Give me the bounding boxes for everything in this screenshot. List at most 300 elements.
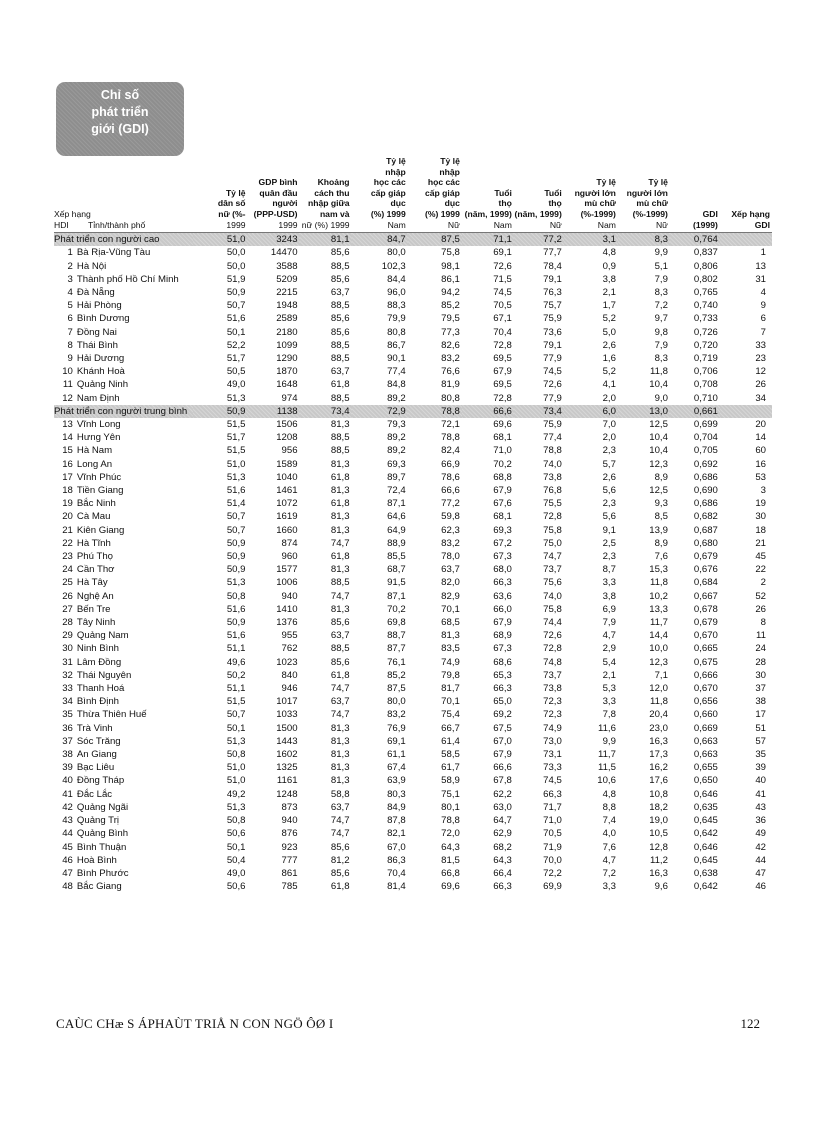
cell-value: 0,638 bbox=[693, 867, 718, 879]
gdp-header-line: người bbox=[272, 198, 298, 209]
cell-value: 75,9 bbox=[543, 313, 562, 325]
cell-value: 71,0 bbox=[543, 815, 562, 827]
gdi-rank: 49 bbox=[755, 828, 766, 840]
hdi-rank: 24 bbox=[62, 564, 73, 576]
cell-value: 69,9 bbox=[543, 881, 562, 893]
cell-value: 81,5 bbox=[441, 854, 460, 866]
cell-value: 7,0 bbox=[602, 419, 616, 430]
cell-value: 73,7 bbox=[543, 669, 562, 681]
cell-value: 87,8 bbox=[387, 815, 406, 827]
enrol-female-header-line: dục bbox=[444, 198, 460, 209]
life-female-header-line: Nữ bbox=[549, 219, 562, 230]
cell-value: 76,3 bbox=[543, 286, 562, 298]
cell-value: 0,663 bbox=[693, 749, 718, 761]
cell-value: 8,3 bbox=[654, 286, 668, 298]
province-name: Hoà Bình bbox=[76, 854, 117, 866]
gdi-title-badge bbox=[56, 82, 184, 156]
cell-value: 50,7 bbox=[226, 300, 246, 312]
cell-value: 83,5 bbox=[441, 643, 460, 655]
cell-value: 78,8 bbox=[441, 815, 460, 827]
cell-value: 80,1 bbox=[441, 801, 460, 813]
gdi-rank: 28 bbox=[755, 656, 766, 668]
cell-value: 66,6 bbox=[493, 762, 512, 774]
cell-value: 70,1 bbox=[441, 696, 460, 708]
hdi-rank: 16 bbox=[62, 458, 73, 470]
gdi-rank: 36 bbox=[755, 815, 766, 827]
cell-value: 0,9 bbox=[602, 260, 616, 272]
gdi-rank: 16 bbox=[755, 458, 766, 470]
group-value: 50,9 bbox=[193, 405, 247, 418]
cell-value: 1006 bbox=[276, 577, 298, 589]
cell-value: 50,6 bbox=[226, 881, 246, 893]
gdi-rank: 57 bbox=[755, 735, 766, 747]
gdi-rank: 7 bbox=[760, 326, 766, 338]
cell-value: 71,7 bbox=[543, 801, 562, 813]
hdi-rank: 22 bbox=[62, 537, 73, 549]
cell-value: 64,6 bbox=[387, 511, 406, 523]
cell-value: 8,9 bbox=[654, 471, 668, 483]
cell-value: 19,0 bbox=[649, 815, 668, 827]
province-name: Trà Vinh bbox=[76, 722, 113, 734]
cell-value: 23,0 bbox=[649, 722, 668, 734]
gdp-header bbox=[248, 156, 300, 233]
hdi-rank: 33 bbox=[62, 683, 73, 695]
group-value: 84,7 bbox=[352, 233, 408, 247]
cell-value: 74,9 bbox=[543, 722, 562, 734]
gdi-rank: 30 bbox=[755, 669, 766, 681]
table-row bbox=[54, 629, 772, 642]
province-name: Hà Nội bbox=[76, 260, 107, 272]
cell-value: 9,8 bbox=[654, 326, 668, 338]
cell-value: 0,665 bbox=[693, 643, 718, 655]
cell-value: 1,6 bbox=[602, 352, 616, 364]
cell-value: 88,9 bbox=[387, 537, 406, 549]
table-row bbox=[54, 735, 772, 748]
cell-value: 49,0 bbox=[226, 379, 246, 391]
gdi-rank: 33 bbox=[755, 339, 766, 351]
cell-value: 77,4 bbox=[387, 366, 406, 378]
province-name: Hà Tây bbox=[76, 577, 108, 589]
cell-value: 81,9 bbox=[441, 379, 460, 391]
cell-value: 5,3 bbox=[602, 683, 616, 695]
cell-value: 88,5 bbox=[330, 339, 350, 351]
cell-value: 68,1 bbox=[493, 511, 512, 523]
cell-value: 87,7 bbox=[387, 643, 406, 655]
badge-line: phát triển bbox=[91, 105, 149, 119]
hdi-rank: 26 bbox=[62, 590, 73, 602]
cell-value: 67,9 bbox=[493, 749, 512, 761]
cell-value: 74,8 bbox=[543, 656, 562, 668]
province-name: Tiền Giang bbox=[76, 485, 124, 497]
cell-value: 61,8 bbox=[330, 669, 350, 681]
cell-value: 74,7 bbox=[330, 590, 350, 602]
cell-value: 9,3 bbox=[654, 498, 668, 510]
cell-value: 974 bbox=[281, 392, 298, 404]
cell-value: 8,7 bbox=[602, 564, 616, 576]
cell-value: 3588 bbox=[276, 260, 298, 272]
cell-value: 51,6 bbox=[226, 630, 246, 642]
cell-value: 13,9 bbox=[649, 524, 668, 536]
cell-value: 85,6 bbox=[330, 617, 350, 629]
cell-value: 50,9 bbox=[226, 286, 246, 298]
cell-value: 65,0 bbox=[493, 696, 512, 708]
cell-value: 9,7 bbox=[654, 313, 668, 325]
hdi-rank: 7 bbox=[67, 326, 73, 338]
cell-value: 13,3 bbox=[649, 603, 668, 615]
cell-value: 0,635 bbox=[693, 801, 718, 813]
table-row bbox=[54, 471, 772, 484]
gdi-rank: 40 bbox=[755, 775, 766, 787]
province-name: Hà Nam bbox=[76, 445, 113, 457]
cell-value: 88,5 bbox=[330, 300, 350, 312]
hdi-rank: 20 bbox=[62, 511, 73, 523]
female-pop-header bbox=[193, 156, 247, 233]
province-name: Thừa Thiên Huế bbox=[76, 709, 147, 721]
cell-value: 4,1 bbox=[602, 379, 616, 391]
cell-value: 49,2 bbox=[226, 788, 246, 800]
illit-male-header-line: (%-1999) bbox=[580, 208, 616, 219]
cell-value: 89,2 bbox=[387, 392, 406, 404]
gdi-rank: 17 bbox=[755, 709, 766, 721]
cell-value: 5,7 bbox=[602, 458, 616, 470]
cell-value: 77,9 bbox=[543, 352, 562, 364]
group-rank-empty bbox=[720, 233, 772, 247]
table-row bbox=[54, 642, 772, 655]
cell-value: 7,4 bbox=[602, 815, 616, 827]
province-name: Ninh Bình bbox=[76, 643, 120, 655]
cell-value: 87,1 bbox=[387, 590, 406, 602]
cell-value: 59,8 bbox=[441, 511, 460, 523]
cell-value: 72,8 bbox=[493, 339, 512, 351]
hdi-rank: 43 bbox=[62, 815, 73, 827]
cell-value: 80,0 bbox=[387, 247, 406, 259]
cell-value: 4,8 bbox=[602, 247, 616, 259]
cell-value: 74,9 bbox=[441, 656, 460, 668]
cell-value: 2,9 bbox=[602, 643, 616, 655]
hdi-header: HDI bbox=[54, 219, 69, 230]
group-value: 0,661 bbox=[670, 405, 720, 418]
cell-value: 0,669 bbox=[693, 722, 718, 734]
cell-value: 73,0 bbox=[543, 735, 562, 747]
table-row bbox=[54, 458, 772, 471]
cell-value: 873 bbox=[281, 801, 298, 813]
cell-value: 67,2 bbox=[493, 537, 512, 549]
cell-value: 1017 bbox=[276, 696, 298, 708]
table-row bbox=[54, 537, 772, 550]
cell-value: 2,6 bbox=[602, 471, 616, 483]
cell-value: 73,3 bbox=[543, 762, 562, 774]
cell-value: 7,9 bbox=[602, 617, 616, 629]
gdi-rank: 3 bbox=[760, 485, 766, 497]
cell-value: 61,8 bbox=[330, 471, 350, 483]
cell-value: 10,4 bbox=[649, 445, 668, 457]
cell-value: 16,2 bbox=[649, 762, 668, 774]
table-row bbox=[54, 695, 772, 708]
cell-value: 85,6 bbox=[330, 326, 350, 338]
cell-value: 0,684 bbox=[693, 577, 718, 589]
cell-value: 81,3 bbox=[330, 564, 350, 576]
cell-value: 50,1 bbox=[226, 326, 246, 338]
cell-value: 3,3 bbox=[602, 696, 616, 708]
cell-value: 77,7 bbox=[543, 247, 562, 259]
cell-value: 64,9 bbox=[387, 524, 406, 536]
cell-value: 7,1 bbox=[654, 669, 668, 681]
cell-value: 72,6 bbox=[543, 630, 562, 642]
cell-value: 61,4 bbox=[441, 735, 460, 747]
cell-value: 74,4 bbox=[543, 617, 562, 629]
cell-value: 50,9 bbox=[226, 551, 246, 563]
hdi-rank: 28 bbox=[62, 617, 73, 629]
cell-value: 11,5 bbox=[597, 762, 616, 774]
hdi-rank: 27 bbox=[62, 603, 73, 615]
cell-value: 76,8 bbox=[543, 485, 562, 497]
cell-value: 11,7 bbox=[649, 617, 668, 629]
province-name: Vĩnh Phúc bbox=[76, 471, 122, 483]
cell-value: 1033 bbox=[276, 709, 298, 721]
province-name: Quảng Nam bbox=[76, 630, 129, 642]
enrol-female-header-line: cấp giáp bbox=[424, 187, 460, 198]
hdi-rank: 3 bbox=[67, 273, 73, 285]
cell-value: 78,6 bbox=[441, 471, 460, 483]
badge-line: giới (GDI) bbox=[91, 122, 149, 136]
cell-value: 71,5 bbox=[493, 273, 512, 285]
cell-value: 81,3 bbox=[441, 630, 460, 642]
cell-value: 51,6 bbox=[226, 313, 246, 325]
cell-value: 51,1 bbox=[226, 643, 246, 655]
hdi-rank: 23 bbox=[62, 551, 73, 563]
hdi-rank: 32 bbox=[62, 669, 73, 681]
gdi-rank-header-line: GDI bbox=[754, 219, 770, 230]
table-row bbox=[54, 576, 772, 589]
illit-male-header-line: Nam bbox=[597, 219, 616, 230]
cell-value: 17,3 bbox=[649, 749, 668, 761]
cell-value: 86,7 bbox=[387, 339, 406, 351]
cell-value: 66,3 bbox=[543, 788, 562, 800]
cell-value: 1443 bbox=[276, 735, 298, 747]
gdi-rank: 11 bbox=[756, 630, 766, 642]
cell-value: 67,0 bbox=[493, 735, 512, 747]
cell-value: 12,8 bbox=[649, 841, 668, 853]
cell-value: 77,4 bbox=[543, 432, 562, 444]
cell-value: 2,1 bbox=[602, 286, 616, 298]
income-gap-header-line: nam và bbox=[319, 208, 350, 219]
cell-value: 81,3 bbox=[330, 749, 350, 761]
cell-value: 72,3 bbox=[543, 696, 562, 708]
cell-value: 1660 bbox=[276, 524, 298, 536]
group-value: 6,0 bbox=[564, 405, 618, 418]
table-body bbox=[54, 233, 772, 894]
cell-value: 82,1 bbox=[387, 828, 406, 840]
group-value: 78,8 bbox=[408, 405, 462, 418]
illit-female-header bbox=[618, 156, 670, 233]
gdi-rank: 53 bbox=[755, 471, 766, 483]
cell-value: 85,6 bbox=[330, 313, 350, 325]
table-row bbox=[54, 563, 772, 576]
cell-value: 11,8 bbox=[649, 577, 668, 589]
hdi-rank: 9 bbox=[67, 352, 73, 364]
cell-value: 68,9 bbox=[493, 630, 512, 642]
hdi-rank: 39 bbox=[62, 762, 73, 774]
cell-value: 68,5 bbox=[441, 617, 460, 629]
cell-value: 74,0 bbox=[543, 590, 562, 602]
gdi-header-line: GDI bbox=[702, 208, 718, 219]
cell-value: 75,5 bbox=[543, 498, 562, 510]
table-row bbox=[54, 352, 772, 365]
cell-value: 75,8 bbox=[441, 247, 460, 259]
cell-value: 50,1 bbox=[226, 722, 246, 734]
cell-value: 63,7 bbox=[330, 801, 350, 813]
cell-value: 76,6 bbox=[441, 366, 460, 378]
cell-value: 70,5 bbox=[493, 300, 512, 312]
gdi-rank: 52 bbox=[755, 590, 766, 602]
cell-value: 0,650 bbox=[693, 775, 718, 787]
cell-value: 74,7 bbox=[543, 551, 562, 563]
cell-value: 63,7 bbox=[330, 286, 350, 298]
cell-value: 0,645 bbox=[693, 815, 718, 827]
cell-value: 74,7 bbox=[330, 815, 350, 827]
table-row bbox=[54, 814, 772, 827]
cell-value: 51,5 bbox=[226, 419, 246, 430]
cell-value: 3,8 bbox=[602, 590, 616, 602]
cell-value: 17,6 bbox=[649, 775, 668, 787]
hdi-rank: 4 bbox=[67, 286, 73, 298]
cell-value: 2589 bbox=[276, 313, 298, 325]
province-name: Sóc Trăng bbox=[76, 735, 121, 747]
cell-value: 51,3 bbox=[226, 577, 246, 589]
cell-value: 960 bbox=[281, 551, 298, 563]
cell-value: 51,6 bbox=[226, 485, 246, 497]
table-row bbox=[54, 722, 772, 735]
table-row bbox=[54, 299, 772, 312]
cell-value: 6,9 bbox=[602, 603, 616, 615]
cell-value: 2215 bbox=[276, 286, 298, 298]
cell-value: 1648 bbox=[276, 379, 298, 391]
cell-value: 0,666 bbox=[693, 669, 718, 681]
income-gap-header bbox=[300, 156, 352, 233]
cell-value: 64,3 bbox=[441, 841, 460, 853]
province-name: Đắc Lắc bbox=[76, 788, 113, 800]
cell-value: 73,7 bbox=[543, 564, 562, 576]
cell-value: 1023 bbox=[276, 656, 298, 668]
enrol-male-header-line: Nam bbox=[387, 219, 406, 230]
group-value: 3,1 bbox=[564, 233, 618, 247]
province-name: Cần Thơ bbox=[76, 564, 115, 576]
cell-value: 67,0 bbox=[387, 841, 406, 853]
province-name: Phú Thọ bbox=[76, 551, 113, 563]
table-row bbox=[54, 841, 772, 854]
page-number: 122 bbox=[740, 1016, 760, 1031]
cell-value: 69,5 bbox=[493, 379, 512, 391]
province-name: Nam Định bbox=[76, 392, 120, 404]
cell-value: 81,3 bbox=[330, 603, 350, 615]
province-name: Hải Dương bbox=[76, 352, 125, 364]
cell-value: 1948 bbox=[276, 300, 298, 312]
cell-value: 72,1 bbox=[441, 419, 460, 430]
gdi-rank: 30 bbox=[755, 511, 766, 523]
hdi-rank: 17 bbox=[62, 471, 73, 483]
cell-value: 15,3 bbox=[649, 564, 668, 576]
table-row bbox=[54, 418, 772, 431]
illit-male-header bbox=[564, 156, 618, 233]
cell-value: 923 bbox=[281, 841, 298, 853]
cell-value: 85,6 bbox=[330, 656, 350, 668]
cell-value: 81,3 bbox=[330, 775, 350, 787]
cell-value: 87,5 bbox=[387, 683, 406, 695]
cell-value: 67,4 bbox=[387, 762, 406, 774]
group-value: 66,6 bbox=[462, 405, 514, 418]
cell-value: 0,679 bbox=[693, 551, 718, 563]
illit-female-header-line: người lớn bbox=[626, 187, 668, 198]
gdi-rank: 47 bbox=[755, 867, 766, 879]
footer-title: CAÙC CHæ S ÁPHAÙT TRIÅ N CON NGÖ ÔØ I bbox=[56, 1016, 334, 1031]
hdi-rank: 36 bbox=[62, 722, 73, 734]
cell-value: 50,4 bbox=[226, 854, 246, 866]
group-value: 71,1 bbox=[462, 233, 514, 247]
cell-value: 63,6 bbox=[493, 590, 512, 602]
cell-value: 63,7 bbox=[330, 696, 350, 708]
cell-value: 51,3 bbox=[226, 392, 246, 404]
cell-value: 86,3 bbox=[387, 854, 406, 866]
cell-value: 70,2 bbox=[387, 603, 406, 615]
cell-value: 10,2 bbox=[649, 590, 668, 602]
cell-value: 74,7 bbox=[330, 537, 350, 549]
cell-value: 0,708 bbox=[693, 379, 718, 391]
cell-value: 9,6 bbox=[654, 881, 668, 893]
cell-value: 9,9 bbox=[602, 735, 616, 747]
group-value: 81,1 bbox=[300, 233, 352, 247]
table-row bbox=[54, 444, 772, 457]
table-row bbox=[54, 708, 772, 721]
cell-value: 81,3 bbox=[330, 524, 350, 536]
cell-value: 50,7 bbox=[226, 524, 246, 536]
cell-value: 66,3 bbox=[493, 577, 512, 589]
cell-value: 66,3 bbox=[493, 881, 512, 893]
cell-value: 3,8 bbox=[602, 273, 616, 285]
cell-value: 61,1 bbox=[387, 749, 406, 761]
province-name: Đồng Nai bbox=[76, 326, 117, 338]
cell-value: 73,8 bbox=[543, 471, 562, 483]
enrol-female-header-line: học các bbox=[427, 177, 460, 188]
cell-value: 72,0 bbox=[441, 828, 460, 840]
illit-male-header-line: người lớn bbox=[574, 187, 616, 198]
cell-value: 0,680 bbox=[693, 537, 718, 549]
cell-value: 0,699 bbox=[693, 419, 718, 430]
cell-value: 16,3 bbox=[649, 867, 668, 879]
gdi-rank: 34 bbox=[755, 392, 766, 404]
cell-value: 85,6 bbox=[330, 273, 350, 285]
cell-value: 70,4 bbox=[387, 867, 406, 879]
cell-value: 16,3 bbox=[649, 735, 668, 747]
cell-value: 2,6 bbox=[602, 339, 616, 351]
cell-value: 81,3 bbox=[330, 511, 350, 523]
enrol-female-header-line: nhập bbox=[439, 166, 460, 177]
cell-value: 0,675 bbox=[693, 656, 718, 668]
cell-value: 12,0 bbox=[649, 683, 668, 695]
cell-value: 12,5 bbox=[649, 419, 668, 430]
cell-value: 0,642 bbox=[693, 828, 718, 840]
cell-value: 50,6 bbox=[226, 828, 246, 840]
province-name: Nghệ An bbox=[76, 590, 114, 602]
cell-value: 75,9 bbox=[543, 419, 562, 430]
cell-value: 83,2 bbox=[441, 352, 460, 364]
cell-value: 64,3 bbox=[493, 854, 512, 866]
cell-value: 88,5 bbox=[330, 352, 350, 364]
cell-value: 72,6 bbox=[543, 379, 562, 391]
table-row bbox=[54, 616, 772, 629]
hdi-rank: 11 bbox=[62, 379, 73, 391]
table-row bbox=[54, 365, 772, 378]
group-row bbox=[54, 405, 772, 418]
